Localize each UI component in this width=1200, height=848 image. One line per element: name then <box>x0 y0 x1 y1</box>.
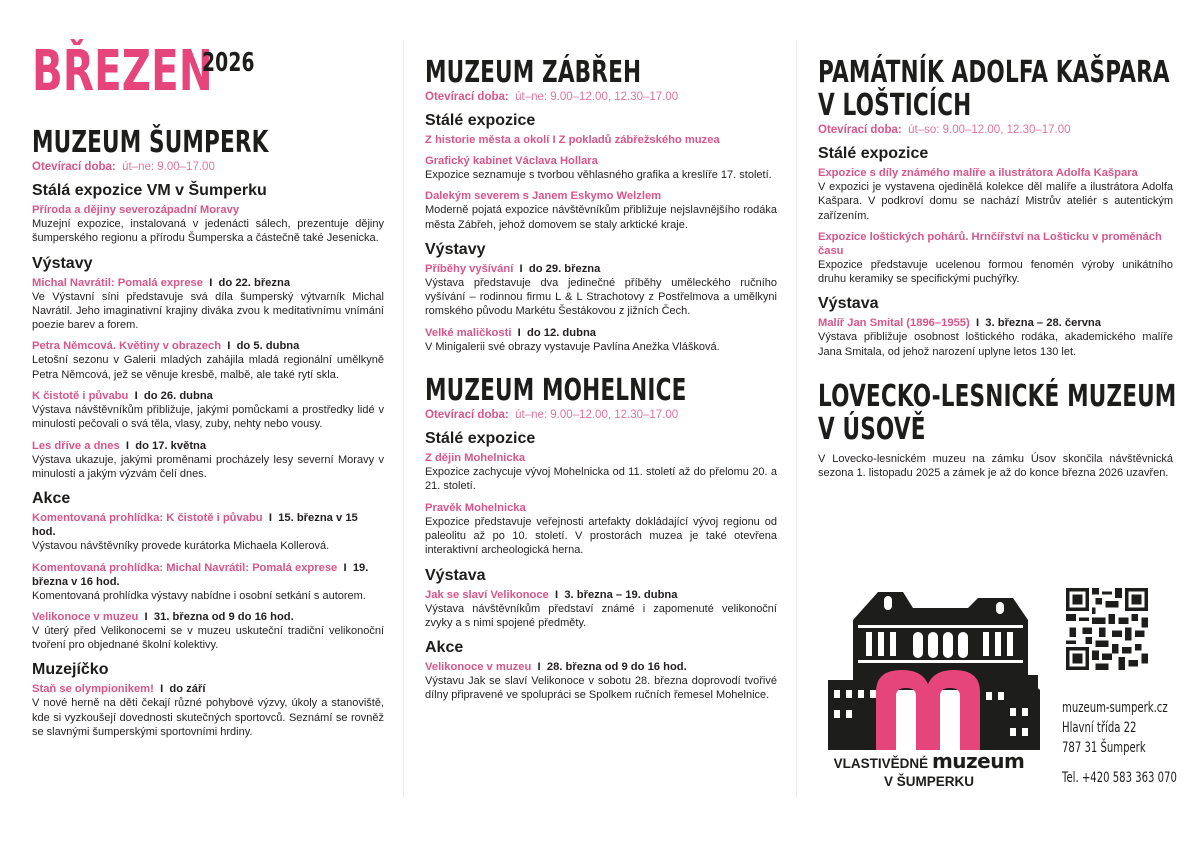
item-title-line <box>425 326 777 340</box>
separator: I <box>531 661 547 674</box>
opening-hours <box>425 409 777 421</box>
separator: I <box>128 390 144 403</box>
hours-label: Otevírací doba: <box>425 91 509 103</box>
opening-hours <box>32 161 384 173</box>
item-title: Expozice s díly známého malíře a ilustrátora Adolfa Kašpara <box>818 167 1138 179</box>
item-title: Příroda a dějiny severozápadní Moravy <box>32 204 240 216</box>
item-description: Moderně pojatá expozice návštěvníkům přibližuje nejslavnějšího rodáka města Zábřeh, jehož domovem se staly arktické kraje. <box>425 204 777 231</box>
list-item <box>425 154 777 182</box>
list-item <box>32 439 384 482</box>
year-label: 2026 <box>202 48 255 78</box>
separator: I <box>548 588 565 601</box>
item-description: V nové herně na děti čekají různé pohybové výzvy, úkoly a stanoviště, kde si vyzkoušejí dovednosti skutečných sportovců. Seznámí se rovněž se slavnými šumperskými sportovními hrdiny. <box>32 697 384 739</box>
item-title-line <box>425 262 777 276</box>
item-title: Les dříve a dnes <box>32 439 120 452</box>
item-title: Expozice loštických pohárů. Hrnčířství na Lošticku v proměnách času <box>818 230 1162 257</box>
item-description: Muzejní expozice, instalovaná v jedenácti sálech, prezentuje dějiny šumperského regionu a přírodu Šumperska a částečně také Jesenicka. <box>32 218 384 245</box>
item-title-line <box>32 339 384 353</box>
item-title-line <box>425 133 777 147</box>
hours-label: Otevírací doba: <box>818 124 902 136</box>
item-description: Výstavu Jak se slaví Velikonoce v sobotu 28. března doprovodí tvořivé dílny připravené ve spolupráci se Spolkem ručních řemesel Mohelnice. <box>425 675 777 702</box>
list-item <box>32 389 384 432</box>
item-description: V expozici je vystavena ojedinělá kolekce děl malíře a ilustrátora Adolfa Kašpara. V podkroví domu se nachází Mistrův ateliér s autentickým zařízením. <box>818 181 1173 222</box>
opening-hours <box>425 91 777 103</box>
item-description: Výstava návštěvníkům představí známé i zapomenuté velikonoční zvyky a s nimi spojené předměty. <box>425 602 777 629</box>
section-heading: Stálé expozice <box>425 430 536 448</box>
item-description: Letošní sezonu v Galerii mladých zahájila mladá regionální umělkyně Petra Němcová, jež se věnuje kresbě, malbě, ale také rytí skla. <box>32 354 384 381</box>
item-title: Michal Navrátil: Pomalá exprese <box>32 276 203 289</box>
logo-text <box>818 749 1040 791</box>
item-title: Velikonoce v muzeu <box>425 661 532 674</box>
item-title: Pravěk Mohelnicka <box>425 501 526 514</box>
item-title: Komentovaná prohlídka: Michal Navrátil: Pomalá exprese <box>32 561 338 574</box>
section-heading: Výstavy <box>32 254 93 272</box>
item-title: Z dějin Mohelnicka <box>425 452 526 465</box>
sections <box>818 145 1173 359</box>
item-title: Velikonoce v muzeu <box>32 610 139 623</box>
section-heading: Akce <box>32 490 71 508</box>
item-title-line <box>32 203 384 217</box>
item-date: do 22. března <box>218 276 291 289</box>
item-description: Komentovaná prohlídka výstavy nabídne i osobní setkání s autorem. <box>32 589 366 602</box>
item-description: V Minigalerii své obrazy vystavuje Pavlína Anežka Vlášková. <box>425 340 720 353</box>
item-title-line <box>32 276 384 290</box>
separator: I <box>513 262 529 275</box>
item-title: Staň se olympionikem! <box>32 683 154 696</box>
list-item <box>32 682 384 739</box>
separator: I <box>262 512 279 525</box>
list-item <box>32 610 384 653</box>
column-divider <box>403 40 404 797</box>
list-item <box>425 189 777 232</box>
section-heading: Stálé expozice <box>818 145 929 162</box>
separator: I <box>119 439 136 452</box>
item-description: Expozice seznamuje s tvorbou věhlasného grafika a kreslíře 17. století. <box>425 169 772 181</box>
hours-value: út–ne: 9.00–17.00 <box>122 161 215 173</box>
column-divider <box>796 40 797 797</box>
item-description: Výstava představuje dva jedinečné příběhy uměleckého ručního vyšívání – rodinnou firmu L & L Strachotovy z Postřelmova a umělkyni romského původu Markétu Šestákovou z jižních Čech. <box>425 276 777 318</box>
column-zabreh-mohelnice <box>425 56 777 710</box>
item-date: 15. března v 15 hod. <box>32 512 358 539</box>
list-item <box>32 276 384 333</box>
item-title: Petra Němcová. Květiny v obrazech <box>32 340 222 353</box>
hours-value: út–ne: 9.00–12.00, 12.30–17.00 <box>515 409 679 422</box>
item-title-line <box>32 389 384 403</box>
item-date: do 5. dubna <box>236 340 300 353</box>
item-title-line <box>32 682 384 696</box>
section-heading: Stálé expozice <box>425 112 536 129</box>
item-description: Výstava ukazuje, jakými proměnami procházely lesy severní Moravy v minulosti a jakým výzvám čelí dnes. <box>32 453 384 480</box>
address-street: Hlavní třída 22 <box>1062 720 1137 736</box>
list-item <box>32 561 384 603</box>
item-date: do 29. března <box>528 262 601 275</box>
hours-label: Otevírací doba: <box>32 161 116 173</box>
logo-word: VLASTIVĚDNÉ <box>833 756 929 771</box>
item-description: Ve Výstavní síni představuje svá díla šumperský výtvarník Michal Navrátil. Jeho imaginativní krajiny diváka zvou k meditativnímu vnímání poezie barev a forem. <box>32 290 384 332</box>
separator: I <box>511 326 527 339</box>
item-title-line <box>818 166 1173 180</box>
list-item <box>32 339 384 382</box>
item-date: do 12. dubna <box>527 326 596 339</box>
item-title: Příběhy vyšívání <box>425 262 514 275</box>
list-item <box>425 588 777 631</box>
building-illustration-icon <box>818 580 1040 752</box>
item-description: Expozice představuje veřejnosti artefakty dokládající vývoj regionu od paleolitu až po 10. století. V prostorách muzea je také otevřena interaktivní archeologická herna. <box>425 515 777 557</box>
column-lostice-usov <box>818 55 1177 481</box>
item-description: Výstavou návštěvníky provede kurátorka Michaela Kollerová. <box>32 540 330 553</box>
museum-block <box>425 56 777 354</box>
item-title: Grafický kabinet Václava Hollara <box>425 155 598 167</box>
list-item <box>425 262 777 319</box>
museum-title: MUZEUM ŠUMPERK <box>32 125 269 160</box>
item-date: 31. března od 9 do 16 hod. <box>153 610 294 623</box>
item-title-line <box>32 561 384 589</box>
item-description: Expozice zachycuje vývoj Mohelnicka od 11. století až do přelomu 20. a 21. století. <box>425 466 777 493</box>
item-date: do září <box>169 683 206 696</box>
museum-title: LOVECKO-LESNICKÉ MUZEUM <box>818 379 1177 415</box>
qr-code-icon[interactable] <box>1066 588 1148 670</box>
list-item <box>425 451 777 494</box>
section-heading: Výstava <box>818 295 879 313</box>
column-sumperk <box>32 126 384 746</box>
item-date: 28. března od 9 do 16 hod. <box>546 661 687 674</box>
item-date: 19. března v 16 hod. <box>32 561 369 588</box>
separator: I <box>221 340 237 353</box>
phone-number[interactable]: Tel. +420 583 363 070 <box>1062 770 1177 786</box>
museum-title: MUZEUM MOHELNICE <box>425 373 687 409</box>
list-item <box>818 166 1173 223</box>
item-title-line <box>425 660 777 674</box>
list-item <box>818 316 1173 359</box>
list-item <box>425 133 777 147</box>
separator: I <box>337 561 353 574</box>
item-description: Výstava návštěvníkům přibližuje, jakými pomůckami a prostředky lidé v minulosti pečovali o svá těla, vlasy, zuby, nehty nebo vousy. <box>32 404 384 431</box>
item-date: do 17. května <box>135 439 207 452</box>
section-heading: Výstava <box>425 566 486 584</box>
sections <box>32 182 384 739</box>
item-title: Malíř Jan Smital (1896–1955) <box>818 317 970 330</box>
item-title: K čistotě i půvabu <box>32 390 129 403</box>
list-item <box>425 501 777 558</box>
separator: I <box>138 610 154 623</box>
section-heading: Stálá expozice VM v Šumperku <box>32 182 267 199</box>
separator: I <box>153 683 170 696</box>
item-title: Dalekým severem s Janem Eskymo Welzlem <box>425 190 662 203</box>
address-city: 787 31 Šumperk <box>1062 740 1146 756</box>
item-title-line <box>425 501 777 515</box>
section-heading: Muzejíčko <box>32 661 109 679</box>
list-item <box>818 230 1173 287</box>
item-date: do 26. dubna <box>143 390 213 403</box>
item-title-line <box>32 511 384 539</box>
item-title: Komentovaná prohlídka: K čistotě i půvabu <box>32 512 263 525</box>
website-link[interactable]: muzeum-sumperk.cz <box>1062 700 1168 716</box>
item-description: Expozice představuje ucelenou formou fenomén výroby unikátního druhu keramiky se specifickými puchýřky. <box>818 258 1173 286</box>
museums <box>425 56 777 703</box>
list-item <box>425 326 777 354</box>
contact-info <box>1062 698 1192 788</box>
museum-title: PAMÁTNÍK ADOLFA KAŠPARA <box>818 55 1170 90</box>
section-heading: Výstavy <box>425 240 486 258</box>
item-title: Velké maličkosti <box>425 326 512 339</box>
item-description: Výstava přibližuje osobnost loštického rodáka, akademického malíře Jana Smitala, od jehož narození uplyne letos 130 let. <box>818 331 1173 358</box>
item-title-line <box>425 588 777 602</box>
hours-label: Otevírací doba: <box>425 409 509 422</box>
opening-hours <box>818 124 1173 136</box>
separator: I <box>969 317 986 330</box>
separator: I <box>203 276 219 289</box>
item-title-line <box>818 316 1173 330</box>
month-title: BŘEZEN <box>32 39 213 104</box>
item-title-line <box>32 439 384 453</box>
item-title-line <box>818 230 1173 258</box>
list-item <box>32 511 384 553</box>
list-item <box>32 203 384 246</box>
month-header <box>32 39 283 104</box>
hours-value: út–so: 9.00–12.00, 12.30–17.00 <box>908 124 1071 136</box>
item-title-line <box>425 154 777 168</box>
museum-block <box>425 374 777 703</box>
hours-value: út–ne: 9.00–12.00, 12.30–17.00 <box>515 91 679 103</box>
item-title-line <box>425 189 777 203</box>
item-date: 3. března – 28. června <box>985 317 1101 330</box>
item-title: Jak se slaví Velikonoce <box>425 588 549 601</box>
museum-title: V LOŠTICÍCH <box>818 88 972 123</box>
item-date: 3. března – 19. dubna <box>564 588 678 601</box>
list-item <box>425 660 777 703</box>
item-title-line <box>32 610 384 624</box>
museum-title: MUZEUM ZÁBŘEH <box>425 55 642 90</box>
item-title-line <box>425 451 777 465</box>
item-title: Z historie města a okolí I Z pokladů zábřežského muzea <box>425 134 720 146</box>
museum-title: V ÚSOVĚ <box>818 412 926 448</box>
item-description: V úterý před Velikonocemi se v muzeu uskuteční tradiční velikonoční tvoření pro objednané školní kolektivy. <box>32 624 384 652</box>
museum-logo <box>818 580 1040 790</box>
logo-word-muzeum: muzeum <box>931 749 1025 773</box>
logo-city: V ŠUMPERKU <box>883 774 974 789</box>
section-heading: Akce <box>425 639 464 657</box>
description: V Lovecko-lesnickém muzeu na zámku Úsov skončila návštěvnická sezona 1. listopadu 2025 a zámek je až do konce března 2026 uzavřen. <box>818 453 1173 480</box>
